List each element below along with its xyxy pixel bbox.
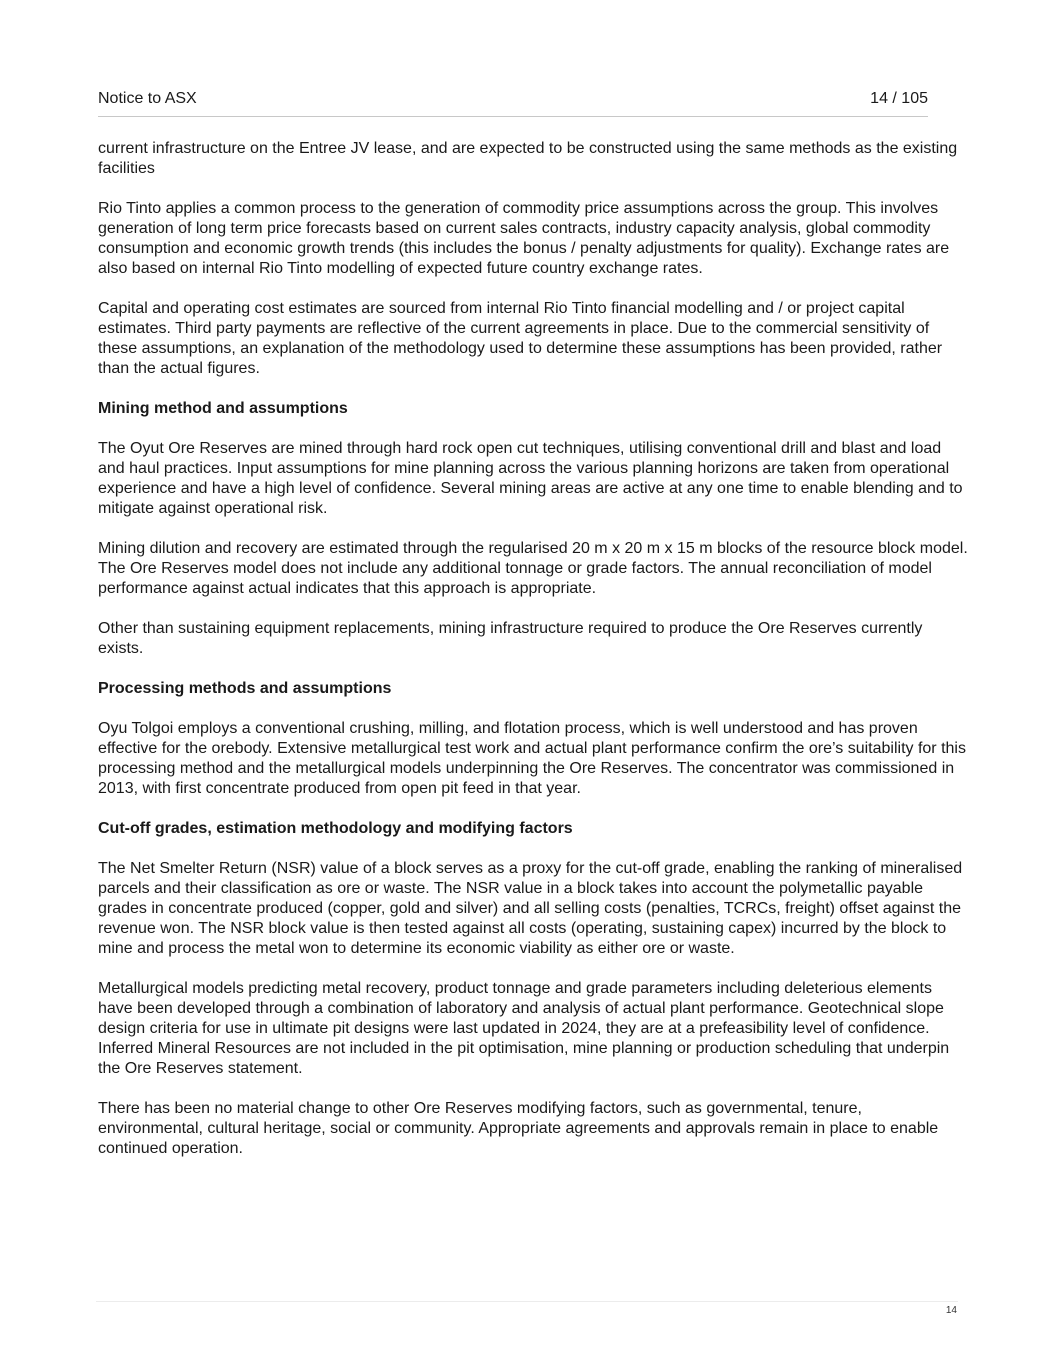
footer-page-number: 14 bbox=[945, 1305, 957, 1316]
paragraph: current infrastructure on the Entree JV lease, and are expected to be constructed using the same methods as the existing facilities bbox=[98, 140, 958, 177]
document-title: Notice to ASX bbox=[98, 90, 197, 107]
paragraph: The Net Smelter Return (NSR) value of a block serves as a proxy for the cut-off grade, enabling the ranking of mineralised parcels and their classification as ore or waste. The NSR value in a block takes into account the polymetallic payable grades in concentrate produced (copper, gold and silver) and all selling costs (penalties, TCRCs, freight) offset against the revenue won. The NSR block value is then tested against all costs (operating, sustaining capex) incurred by the block to mine and process the metal won to determine its economic viability as either ore or waste. bbox=[98, 860, 963, 957]
paragraph: Metallurgical models predicting metal recovery, product tonnage and grade parameters including deleterious elements have been developed through a combination of laboratory and analysis of actual plant performance. Geotechnical slope design criteria for use in ultimate pit designs were last updated in 2024, they are at a prefeasibility level of confidence. Inferred Mineral Resources are not included in the pit optimisation, mine planning or production scheduling that underpin the Ore Reserves statement. bbox=[98, 980, 961, 1077]
footer-divider bbox=[96, 1301, 958, 1302]
section-heading-mining: Mining method and assumptions bbox=[98, 400, 348, 417]
section-heading-cutoff: Cut-off grades, estimation methodology and modifying factors bbox=[98, 820, 573, 837]
page-indicator: 14 / 105 bbox=[870, 90, 928, 107]
document-body bbox=[98, 139, 968, 1179]
paragraph: Oyu Tolgoi employs a conventional crushing, milling, and flotation process, which is well understood and has proven effective for the orebody. Extensive metallurgical test work and actual plant performance confirm the ore’s suitability for this processing method and the metallurgical models underpinning the Ore Reserves. The concentrator was commissioned in 2013, with first concentrate produced from open pit feed in that year. bbox=[98, 720, 966, 797]
paragraph: Rio Tinto applies a common process to the generation of commodity price assumptions across the group. This involves generation of long term price forecasts based on current sales contracts, industry capacity analysis, global commodity consumption and economic growth trends (this includes the bonus / penalty adjustments for quality). Exchange rates are also based on internal Rio Tinto modelling of expected future country exchange rates. bbox=[98, 200, 950, 277]
section-heading-processing: Processing methods and assumptions bbox=[98, 680, 392, 697]
paragraph: Other than sustaining equipment replacements, mining infrastructure required to produce the Ore Reserves currently exists. bbox=[98, 620, 923, 657]
paragraph: Mining dilution and recovery are estimated through the regularised 20 m x 20 m x 15 m blocks of the resource block model. The Ore Reserves model does not include any additional tonnage or grade factors. The annual reconciliation of model performance against actual indicates that this approach is appropriate. bbox=[98, 540, 968, 597]
paragraph: The Oyut Ore Reserves are mined through hard rock open cut techniques, utilising conventional drill and blast and load and haul practices. Input assumptions for mine planning across the various planning horizons are taken from operational experience and have a high level of confidence. Several mining areas are active at any one time to enable blending and to mitigate against operational risk. bbox=[98, 440, 963, 517]
paragraph: Capital and operating cost estimates are sourced from internal Rio Tinto financial modelling and / or project capital estimates. Third party payments are reflective of the current agreements in place. Due to the commercial sensitivity of these assumptions, an explanation of the methodology used to determine these assumptions has been provided, rather than the actual figures. bbox=[98, 300, 943, 377]
page-header bbox=[98, 89, 928, 117]
paragraph: There has been no material change to other Ore Reserves modifying factors, such as governmental, tenure, environmental, cultural heritage, social or community. Appropriate agreements and approvals remain in place to enable continued operation. bbox=[98, 1100, 939, 1157]
